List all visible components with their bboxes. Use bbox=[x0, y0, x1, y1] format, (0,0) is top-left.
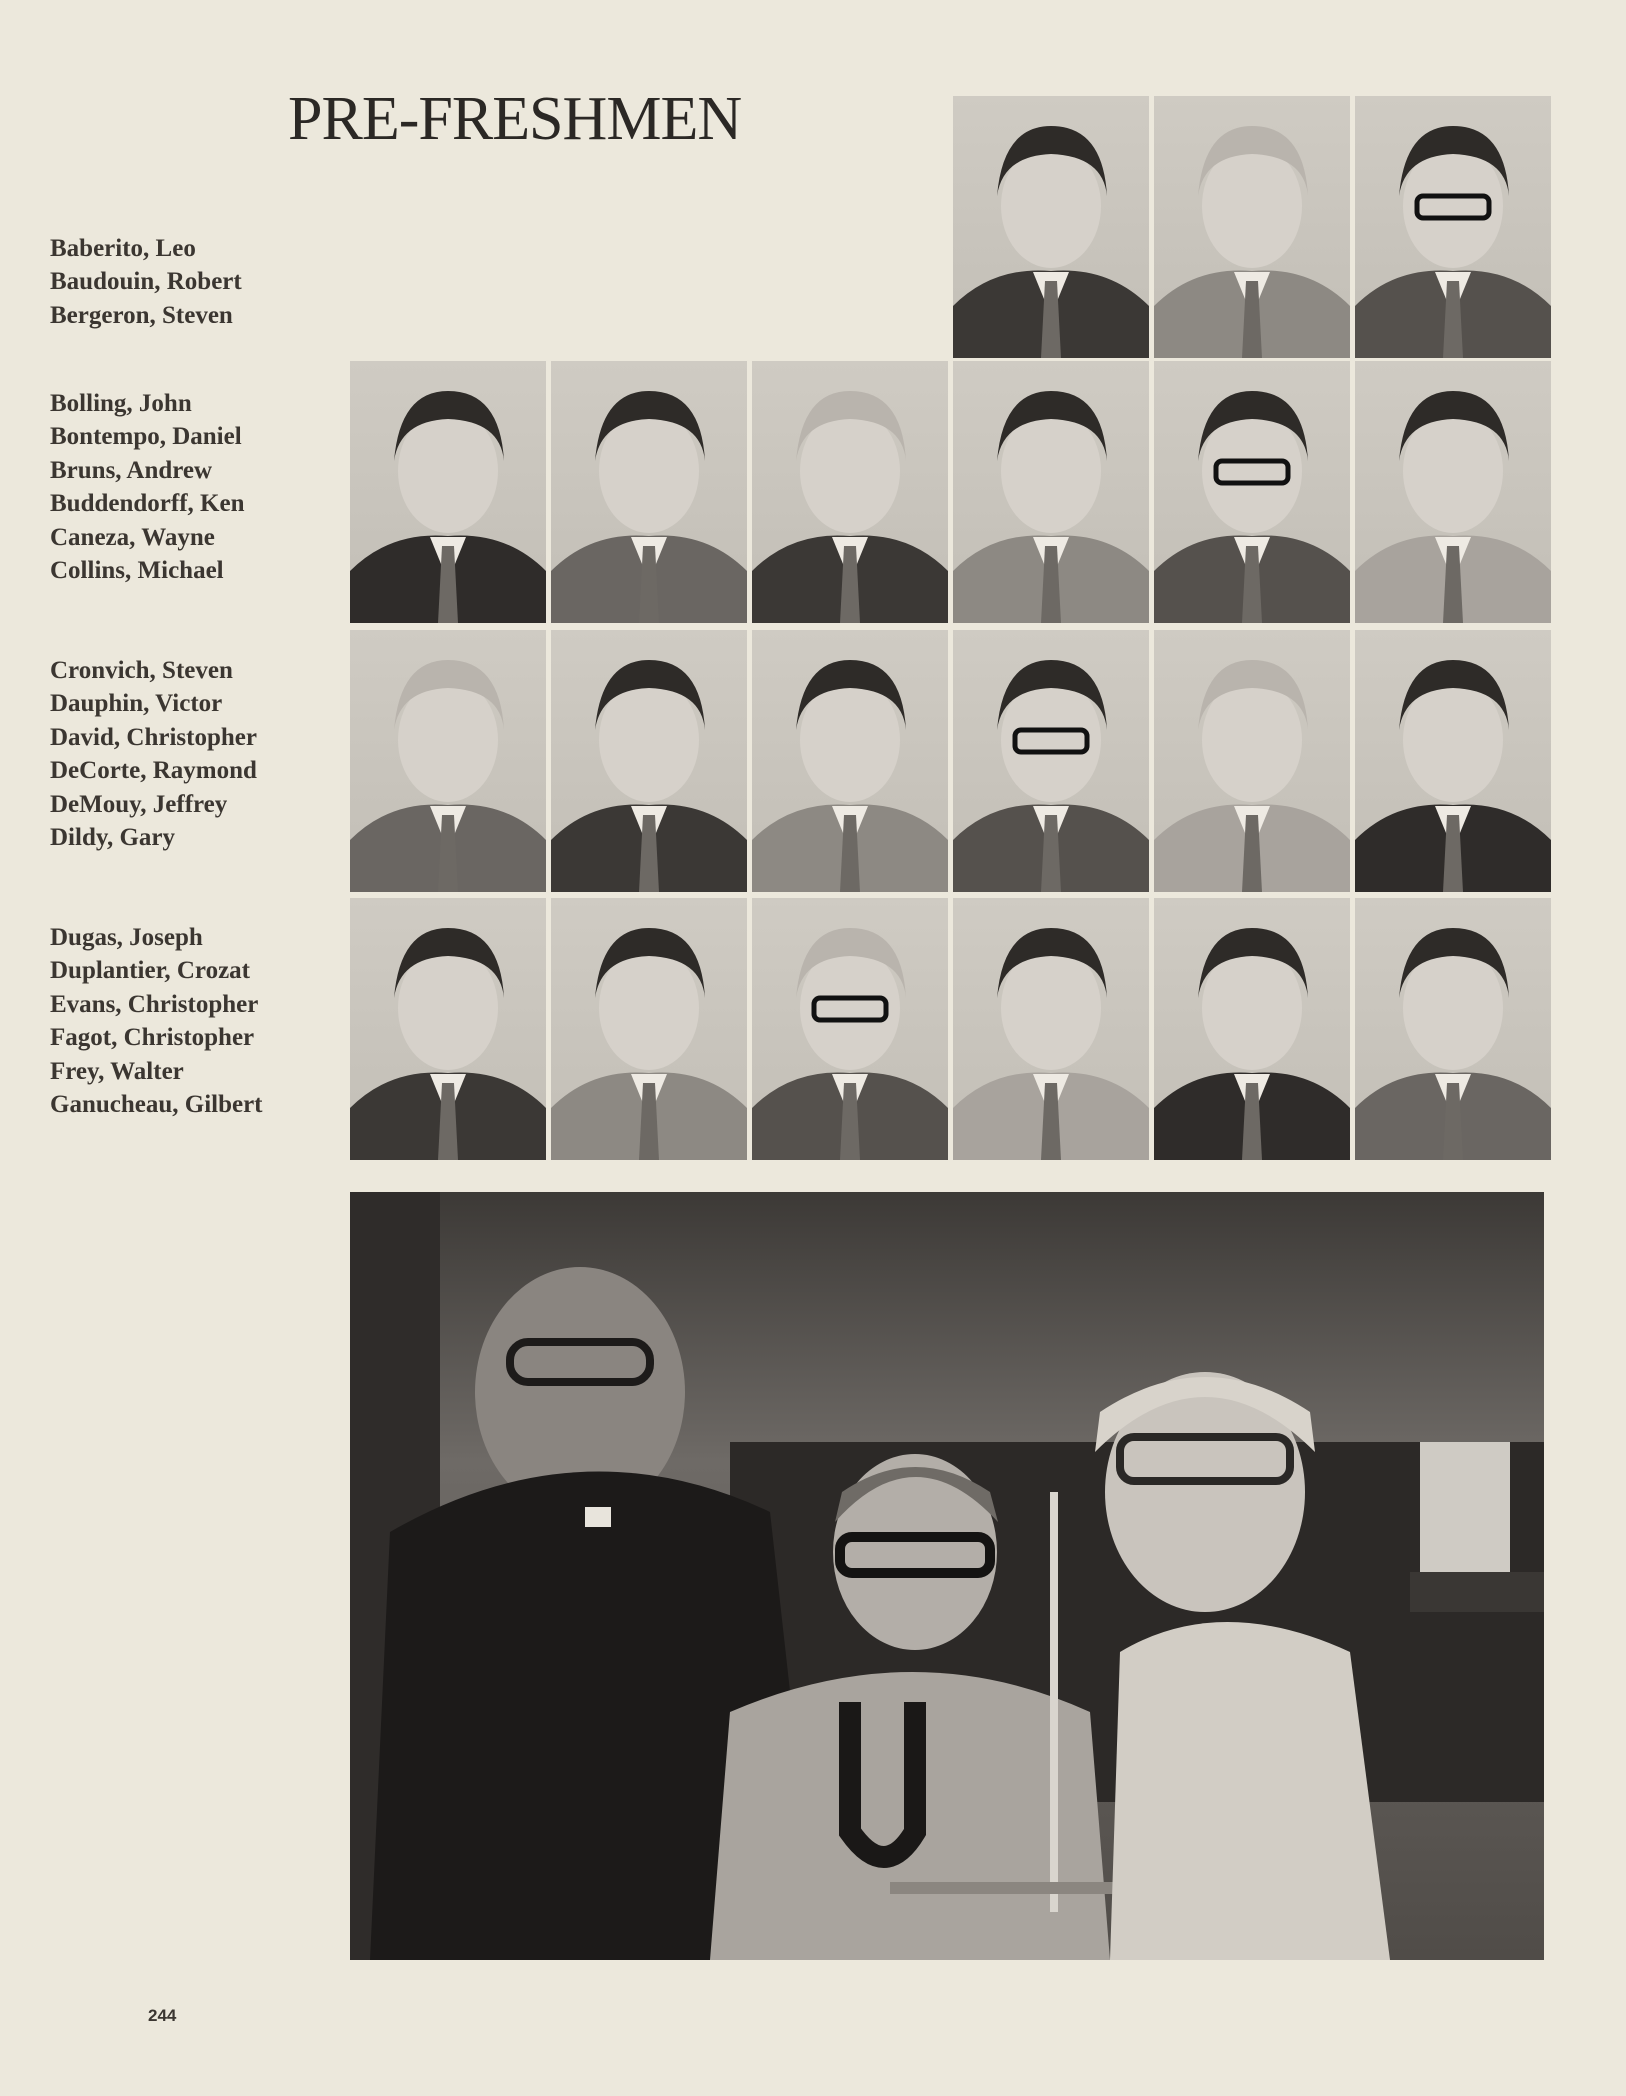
student-name: DeMouy, Jeffrey bbox=[50, 790, 228, 818]
name-group-4 bbox=[50, 921, 263, 1121]
student-name: Fagot, Christopher bbox=[50, 1024, 255, 1052]
student-portrait bbox=[1355, 898, 1551, 1160]
student-name: Dildy, Gary bbox=[50, 824, 176, 852]
student-portrait bbox=[551, 898, 747, 1160]
student-portrait bbox=[953, 630, 1149, 892]
student-name: Caneza, Wayne bbox=[50, 523, 215, 551]
student-name: Evans, Christopher bbox=[50, 990, 259, 1018]
student-name: Cronvich, Steven bbox=[50, 657, 233, 684]
student-name: Bergeron, Steven bbox=[50, 301, 233, 329]
student-name: Frey, Walter bbox=[50, 1057, 184, 1085]
page-number: 244 bbox=[148, 2006, 177, 2025]
classroom-photo-illustration bbox=[350, 1192, 1544, 1960]
student-portrait bbox=[752, 898, 948, 1160]
student-portrait bbox=[1355, 630, 1551, 892]
student-name: Baudouin, Robert bbox=[50, 268, 242, 296]
student-portrait bbox=[350, 361, 546, 623]
page-title: PRE-FRESHMEN bbox=[288, 85, 742, 153]
student-portrait bbox=[551, 361, 747, 623]
student-portrait bbox=[350, 630, 546, 892]
student-name: Ganucheau, Gilbert bbox=[50, 1091, 263, 1119]
student-name: Dauphin, Victor bbox=[50, 690, 223, 718]
student-name: Collins, Michael bbox=[50, 557, 224, 585]
student-portrait bbox=[1154, 898, 1350, 1160]
name-group-3 bbox=[50, 654, 257, 854]
student-portrait bbox=[1154, 96, 1350, 358]
student-portrait bbox=[1355, 96, 1551, 358]
student-portrait bbox=[1154, 361, 1350, 623]
student-portrait bbox=[1355, 361, 1551, 623]
name-group-1 bbox=[50, 232, 242, 332]
name-group-2 bbox=[50, 387, 244, 587]
student-name: Buddendorff, Ken bbox=[50, 490, 245, 518]
student-name: Duplantier, Crozat bbox=[50, 957, 250, 985]
student-portrait bbox=[350, 898, 546, 1160]
classroom-photo bbox=[350, 1192, 1544, 1960]
student-name: Bruns, Andrew bbox=[50, 456, 213, 484]
student-name: Dugas, Joseph bbox=[50, 924, 203, 951]
student-name: David, Christopher bbox=[50, 723, 257, 751]
student-portrait bbox=[1154, 630, 1350, 892]
student-portrait bbox=[953, 361, 1149, 623]
student-name: DeCorte, Raymond bbox=[50, 757, 257, 785]
student-portrait bbox=[551, 630, 747, 892]
student-name: Bolling, John bbox=[50, 390, 192, 417]
student-portrait bbox=[953, 96, 1149, 358]
student-portrait bbox=[752, 361, 948, 623]
student-portrait bbox=[953, 898, 1149, 1160]
student-portrait bbox=[752, 630, 948, 892]
student-name: Bontempo, Daniel bbox=[50, 423, 242, 451]
student-name: Baberito, Leo bbox=[50, 235, 196, 262]
